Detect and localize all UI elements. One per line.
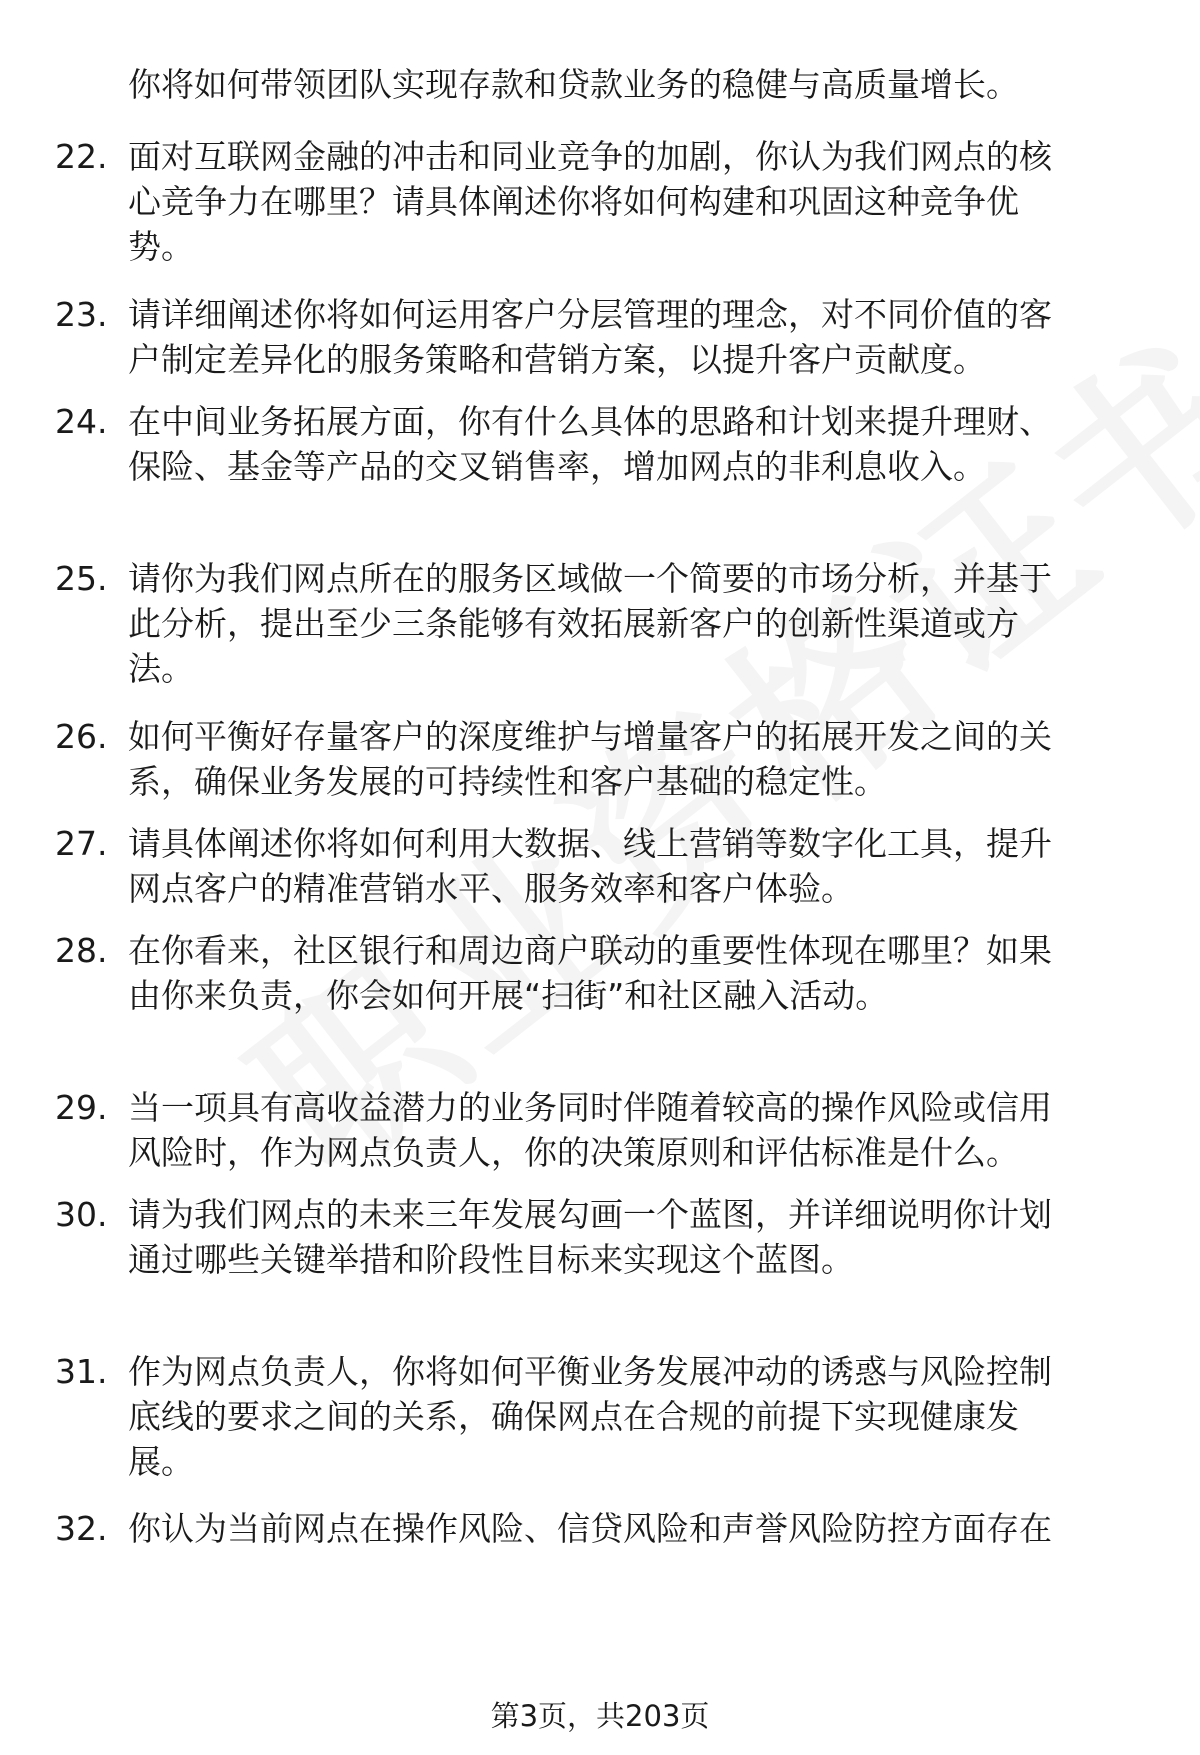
- question-number: 26.: [55, 717, 108, 756]
- question-number: 24.: [55, 402, 108, 441]
- question-number: 25.: [55, 559, 108, 598]
- question-text-line: 展。: [128, 1442, 194, 1481]
- question-text-line: 底线的要求之间的关系，确保网点在合规的前提下实现健康发: [128, 1397, 1019, 1436]
- question-text-line: 请具体阐述你将如何利用大数据、线上营销等数字化工具，提升: [128, 824, 1052, 863]
- question-text-line: 在你看来，社区银行和周边商户联动的重要性体现在哪里？如果: [128, 931, 1052, 970]
- question-text-line: 法。: [128, 649, 194, 688]
- continuation-line: 你将如何带领团队实现存款和贷款业务的稳健与高质量增长。: [128, 65, 1019, 104]
- question-text-line: 风险时，作为网点负责人，你的决策原则和评估标准是什么。: [128, 1133, 1019, 1172]
- question-text-line: 请详细阐述你将如何运用客户分层管理的理念，对不同价值的客: [128, 295, 1052, 334]
- question-text-line: 请为我们网点的未来三年发展勾画一个蓝图，并详细说明你计划: [128, 1195, 1052, 1234]
- question-text-line: 当一项具有高收益潜力的业务同时伴随着较高的操作风险或信用: [128, 1088, 1052, 1127]
- question-number: 28.: [55, 931, 108, 970]
- question-number: 29.: [55, 1088, 108, 1127]
- question-text-line: 请你为我们网点所在的服务区域做一个简要的市场分析，并基于: [128, 559, 1052, 598]
- question-text-line: 系，确保业务发展的可持续性和客户基础的稳定性。: [128, 762, 887, 801]
- question-text-line: 由你来负责，你会如何开展“扫街”和社区融入活动。: [128, 976, 889, 1015]
- question-text-line: 势。: [128, 227, 194, 266]
- question-number: 30.: [55, 1195, 108, 1234]
- question-text-line: 在中间业务拓展方面，你有什么具体的思路和计划来提升理财、: [128, 402, 1052, 441]
- question-number: 27.: [55, 824, 108, 863]
- question-text-line: 户制定差异化的服务策略和营销方案，以提升客户贡献度。: [128, 340, 986, 379]
- page-footer: 第3页，共203页: [490, 1699, 710, 1733]
- question-number: 22.: [55, 137, 108, 176]
- question-text-line: 如何平衡好存量客户的深度维护与增量客户的拓展开发之间的关: [128, 717, 1052, 756]
- question-text-line: 网点客户的精准营销水平、服务效率和客户体验。: [128, 869, 854, 908]
- question-text-line: 面对互联网金融的冲击和同业竞争的加剧，你认为我们网点的核: [128, 137, 1052, 176]
- question-number: 23.: [55, 295, 108, 334]
- question-number: 32.: [55, 1509, 108, 1548]
- question-text-line: 作为网点负责人，你将如何平衡业务发展冲动的诱惑与风险控制: [128, 1352, 1052, 1391]
- question-text-line: 通过哪些关键举措和阶段性目标来实现这个蓝图。: [128, 1240, 854, 1279]
- question-text-line: 此分析，提出至少三条能够有效拓展新客户的创新性渠道或方: [128, 604, 1019, 643]
- question-text-line: 心竞争力在哪里？请具体阐述你将如何构建和巩固这种竞争优: [128, 182, 1019, 221]
- question-number: 31.: [55, 1352, 108, 1391]
- question-text-line: 保险、基金等产品的交叉销售率，增加网点的非利息收入。: [128, 447, 986, 486]
- question-text-line: 你认为当前网点在操作风险、信贷风险和声誉风险防控方面存在: [128, 1509, 1052, 1548]
